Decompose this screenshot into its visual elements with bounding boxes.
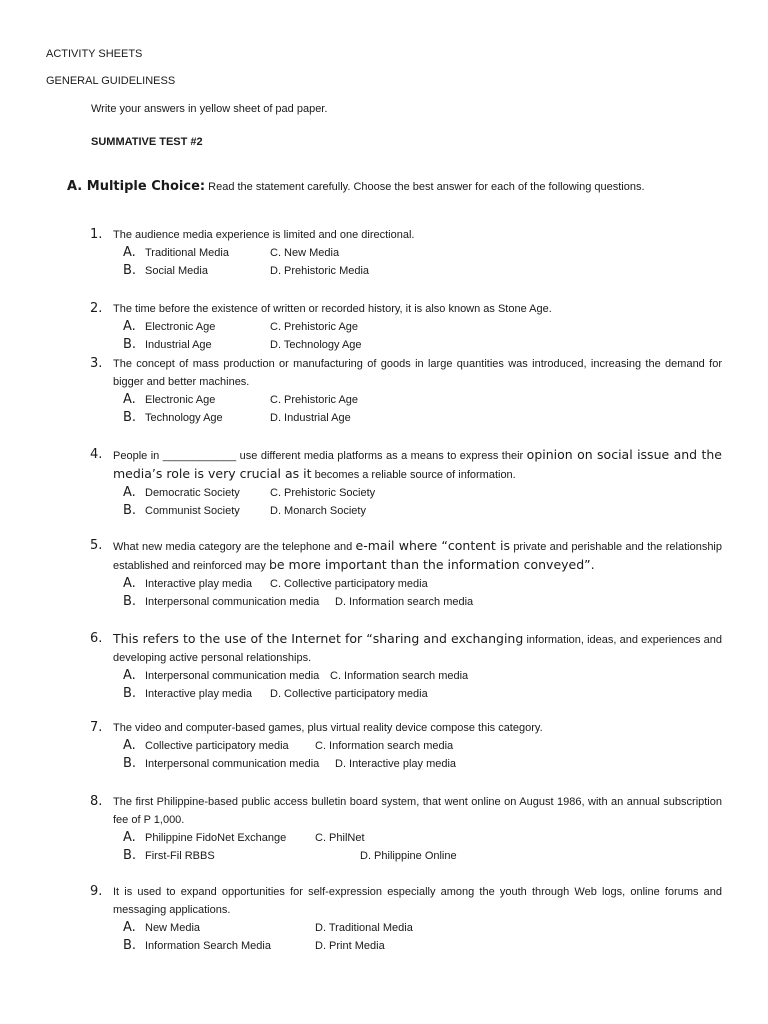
- option-b: B. Technology Age: [123, 410, 223, 425]
- options: [90, 484, 722, 520]
- question-7: [90, 719, 722, 773]
- question-number: 6.: [90, 631, 103, 646]
- option-c: D. Traditional Media: [315, 922, 413, 934]
- option-c: C. Prehistoric Age: [270, 321, 359, 333]
- option-b: B. Information Search Media: [123, 938, 271, 953]
- question-9: [90, 883, 722, 955]
- option-d: D. Collective participatory media: [270, 688, 428, 700]
- options: [90, 919, 722, 955]
- option-d: D. Print Media: [315, 940, 385, 952]
- section-heading: [67, 179, 747, 194]
- header-general-guidelines: GENERAL GUIDELINESS: [46, 75, 176, 87]
- option-d: D. Information search media: [335, 596, 474, 608]
- option-a: A. Collective participatory media: [123, 738, 289, 753]
- question-text: It is used to expand opportunities for self-expression especially among the youth through Web logs, online forums and messaging applications.: [113, 886, 722, 916]
- option-c: C. Information search media: [330, 670, 469, 682]
- question-number: 9.: [90, 884, 103, 899]
- option-d: D. Technology Age: [270, 339, 362, 351]
- option-b: B. Interpersonal communication media: [123, 756, 320, 771]
- question-1: [90, 226, 722, 280]
- option-b: B. Social Media: [123, 263, 208, 278]
- option-a: A. Interactive play media: [123, 576, 252, 591]
- instruction-text: Write your answers in yellow sheet of pad paper.: [91, 103, 328, 115]
- option-b: B. Industrial Age: [123, 337, 212, 352]
- question-text: The time before the existence of written or recorded history, it is also known as Stone Age.: [113, 303, 552, 315]
- option-c: C. Collective participatory media: [270, 578, 428, 590]
- options: [90, 737, 722, 773]
- option-b: B. Communist Society: [123, 503, 240, 518]
- option-d: D. Philippine Online: [360, 850, 457, 862]
- option-d: D. Prehistoric Media: [270, 265, 370, 277]
- options: [90, 391, 722, 427]
- option-c: C. Prehistoric Age: [270, 394, 359, 406]
- option-c: C. New Media: [270, 247, 340, 259]
- question-5: 5. What new media category are the telephone and e-mail where “content is private and perishable and the relationship established and reinforced may be more important than the information conveyed”. A. Interactive play media B. Interpersonal communication media C. Collective participatory media D. Information search media: [90, 538, 722, 609]
- options: [90, 667, 722, 703]
- options: [90, 244, 722, 280]
- options: [90, 575, 722, 611]
- option-d: D. Monarch Society: [270, 505, 366, 517]
- question-number: 7.: [90, 720, 103, 735]
- question-6: 6. This refers to the use of the Internet for “sharing and exchanging information, ideas, and experiences and developing active personal relationships. A. Interpersonal communication media B. Interactive play media C. Information search media D. Collective participatory media: [90, 631, 723, 701]
- question-text: The audience media experience is limited and one directional.: [113, 229, 415, 241]
- option-a: A. New Media: [123, 920, 201, 935]
- option-a: A. Electronic Age: [123, 392, 216, 407]
- question-number: 1.: [90, 227, 103, 242]
- section-lead: A. Multiple Choice:: [67, 179, 206, 194]
- question-4: 4. People in ____________ use different media platforms as a means to express their opinion on social issue and the media’s role is very crucial as it becomes a reliable source of information. A. Democratic Society B. Communist Society C. Prehistoric Society D. Monarch Society: [90, 447, 722, 518]
- question-2: [90, 300, 722, 354]
- option-c: C. Information search media: [315, 740, 454, 752]
- option-a: A. Electronic Age: [123, 319, 216, 334]
- question-number: 5.: [90, 538, 103, 553]
- option-a: A. Democratic Society: [123, 485, 240, 500]
- header-activity-sheets: ACTIVITY SHEETS: [46, 48, 143, 60]
- test-title: SUMMATIVE TEST #2: [91, 136, 203, 148]
- option-d: D. Industrial Age: [270, 412, 351, 424]
- question-text: The first Philippine-based public access bulletin board system, that went online on August 1986, with an annual subscription fee of P 1,000.: [113, 796, 722, 826]
- options: [90, 318, 722, 354]
- question-number: 3.: [90, 356, 103, 371]
- option-c: C. Prehistoric Society: [270, 487, 376, 499]
- option-a: A. Philippine FidoNet Exchange: [123, 830, 287, 845]
- option-a: A. Traditional Media: [123, 245, 229, 260]
- question-text: The video and computer-based games, plus virtual reality device compose this category.: [113, 722, 543, 734]
- option-b: B. Interactive play media: [123, 686, 252, 701]
- option-c: C. PhilNet: [315, 832, 365, 844]
- question-number: 4.: [90, 447, 103, 462]
- question-number: 8.: [90, 794, 103, 809]
- option-b: B. First-Fil RBBS: [123, 848, 215, 863]
- question-8: [90, 793, 722, 865]
- option-b: B. Interpersonal communication media: [123, 594, 320, 609]
- option-a: A. Interpersonal communication media: [123, 668, 320, 683]
- question-number: 2.: [90, 301, 103, 316]
- question-3: [90, 355, 722, 427]
- options: [90, 829, 722, 865]
- section-directions: Read the statement carefully. Choose the best answer for each of the following questions.: [205, 181, 645, 193]
- option-d: D. Interactive play media: [335, 758, 457, 770]
- question-text: The concept of mass production or manufacturing of goods in large quantities was introduced, increasing the demand for bigger and better machines.: [113, 358, 722, 388]
